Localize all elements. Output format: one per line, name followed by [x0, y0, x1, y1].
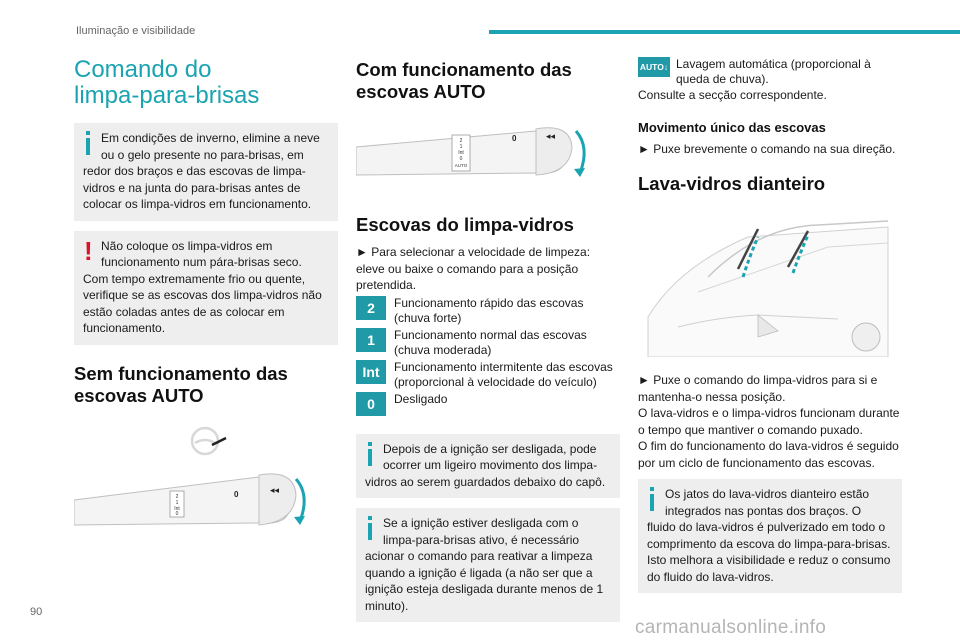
- stalk-auto-label-2: 2: [459, 138, 463, 144]
- warning-note-dry: [74, 231, 338, 345]
- washer-text-1: Puxe o comando do limpa-vidros para si e mantenha-o nessa posição.: [638, 373, 878, 404]
- info-note-text: Em condições de inverno, elimine a neve ou o gelo presente no para-brisas, em redor dos braços e das escovas de limpa-vidros e na junta do para-brisas antes de colocar os limpa-vidros em funcionamento.: [83, 131, 320, 211]
- speed-item-2: [356, 296, 620, 326]
- column-1: [74, 55, 338, 560]
- heading-washer: Lava-vidros dianteiro: [638, 173, 826, 194]
- wiper-stalk-illustration: [74, 425, 338, 555]
- watermark: carmanualsonline.info: [635, 617, 827, 638]
- speed-item-0: [356, 392, 620, 416]
- speed-label: Desligado: [394, 391, 448, 406]
- bullet-arrow-icon: ►: [638, 373, 650, 387]
- auto-reference: Consulte a secção correspondente.: [638, 88, 827, 102]
- bullet-arrow-icon: ►: [638, 141, 650, 156]
- info-note-reactivate: [356, 508, 620, 622]
- speed-instruction: [356, 244, 620, 294]
- ring-label-0: 0: [234, 489, 239, 499]
- heading-single-wipe: Movimento único das escovas: [638, 119, 826, 135]
- stalk-auto-label-0: 0: [459, 156, 463, 162]
- single-wipe-text: Puxe brevemente o comando na sua direção.: [653, 141, 896, 156]
- wiper-stalk-auto-illustration: [356, 117, 620, 189]
- stalk-label-2: 2: [175, 493, 179, 500]
- page-title: Comando do limpa-para-brisas: [74, 56, 260, 109]
- washer-text-3: O fim do funcionamento do lava-vidros é seguido por um ciclo de funcionamento das escovas.: [638, 439, 899, 470]
- stalk-label-0: 0: [175, 510, 179, 517]
- info-icon: [365, 515, 379, 545]
- auto-text: Lavagem automática (proporcional à queda de chuva).: [676, 57, 871, 86]
- auto-row: [638, 57, 902, 87]
- page-number: 90: [30, 606, 43, 618]
- column-3: [638, 55, 902, 593]
- speed-label: Funcionamento rápido das escovas (chuva forte): [394, 295, 584, 325]
- info-note-text: Depois de a ignição ser desligada, pode ocorrer um ligeiro movimento dos limpa-vidros ao serem guardados debaixo do capô.: [365, 441, 606, 489]
- direction-arrow-icon: [296, 479, 304, 521]
- speed-item-1: [356, 328, 620, 358]
- heading-no-auto: Sem funcionamento das escovas AUTO: [74, 362, 288, 406]
- speed-badge: 2: [356, 296, 386, 320]
- speed-label: Funcionamento normal das escovas (chuva moderada): [394, 327, 587, 357]
- bullet-arrow-icon: ►: [356, 245, 368, 259]
- speed-instruction-text: Para selecionar a velocidade de limpeza: eleve ou baixe o comando para a posição pretendida.: [356, 245, 591, 292]
- running-header: Iluminação e visibilidade: [76, 25, 196, 37]
- warning-icon: !: [84, 235, 93, 266]
- heading-wipers: Escovas do limpa-vidros: [356, 214, 574, 235]
- column-2: [356, 55, 620, 622]
- info-note-ignition-off: [356, 434, 620, 499]
- stalk-label-1: 1: [175, 499, 179, 506]
- speed-label: Funcionamento intermitente das escovas (proporcional à velocidade do veículo): [394, 359, 613, 389]
- washer-instruction: [638, 372, 902, 405]
- direction-arrow-auto-icon: [576, 131, 584, 173]
- info-note-text: Se a ignição estiver desligada com o limpa-para-brisas ativo, é necessário acionar o comando para reativar a limpeza quando a ignição é ligada (a não ser que a ignição esteja desligada durante menos de 1 minuto).: [365, 516, 604, 613]
- auto-badge-text: AUTO: [639, 62, 664, 72]
- single-wipe-instruction: [638, 141, 902, 158]
- speed-badge: Int: [356, 360, 386, 384]
- info-note-jets: [638, 479, 902, 593]
- stalk-label-int: Int: [174, 505, 180, 512]
- speed-list: [356, 296, 620, 416]
- speed-badge: 0: [356, 392, 386, 416]
- header-accent-bar: [489, 30, 960, 34]
- auto-badge: AUTO ↓: [638, 57, 670, 77]
- stalk-auto-label-auto: AUTO: [454, 163, 468, 168]
- info-icon: [647, 486, 661, 516]
- rear-wiper-symbol: ◂◂: [270, 484, 280, 495]
- info-note-text: Os jatos do lava-vidros dianteiro estão integrados nas pontas dos braços. O fluido do lava-vidros é pulverizado em todo o comprimento da escova do limpa-para-brisas. Isto melhora a visibilidade e reduz o consumo do fluido do lava-vidros.: [647, 487, 891, 584]
- washer-text-2: O lava-vidros e o limpa-vidros funcionam durante o tempo que mantiver o comando puxado.: [638, 406, 900, 437]
- heading-auto: Com funcionamento das escovas AUTO: [356, 59, 572, 102]
- stalk-auto-label-1: 1: [459, 144, 463, 150]
- info-icon: [83, 130, 97, 160]
- stalk-auto-label-int: Int: [458, 150, 464, 156]
- rear-wiper-auto-symbol: ◂◂: [546, 131, 556, 141]
- info-note-winter: [74, 123, 338, 221]
- speed-item-int: [356, 360, 620, 390]
- warning-note-text: Não coloque os limpa-vidros em funcionamento num pára-brisas seco. Com tempo extremamente frio ou quente, verifique se as escovas dos limpa-vidros não estão coladas antes de as colocar em funcionamento.: [83, 238, 322, 335]
- windscreen-washer-illustration: [638, 207, 902, 357]
- steering-wheel-icon: [192, 428, 226, 454]
- info-icon: [365, 441, 379, 471]
- speed-badge: 1: [356, 328, 386, 352]
- ring-auto-label-0: 0: [512, 134, 517, 143]
